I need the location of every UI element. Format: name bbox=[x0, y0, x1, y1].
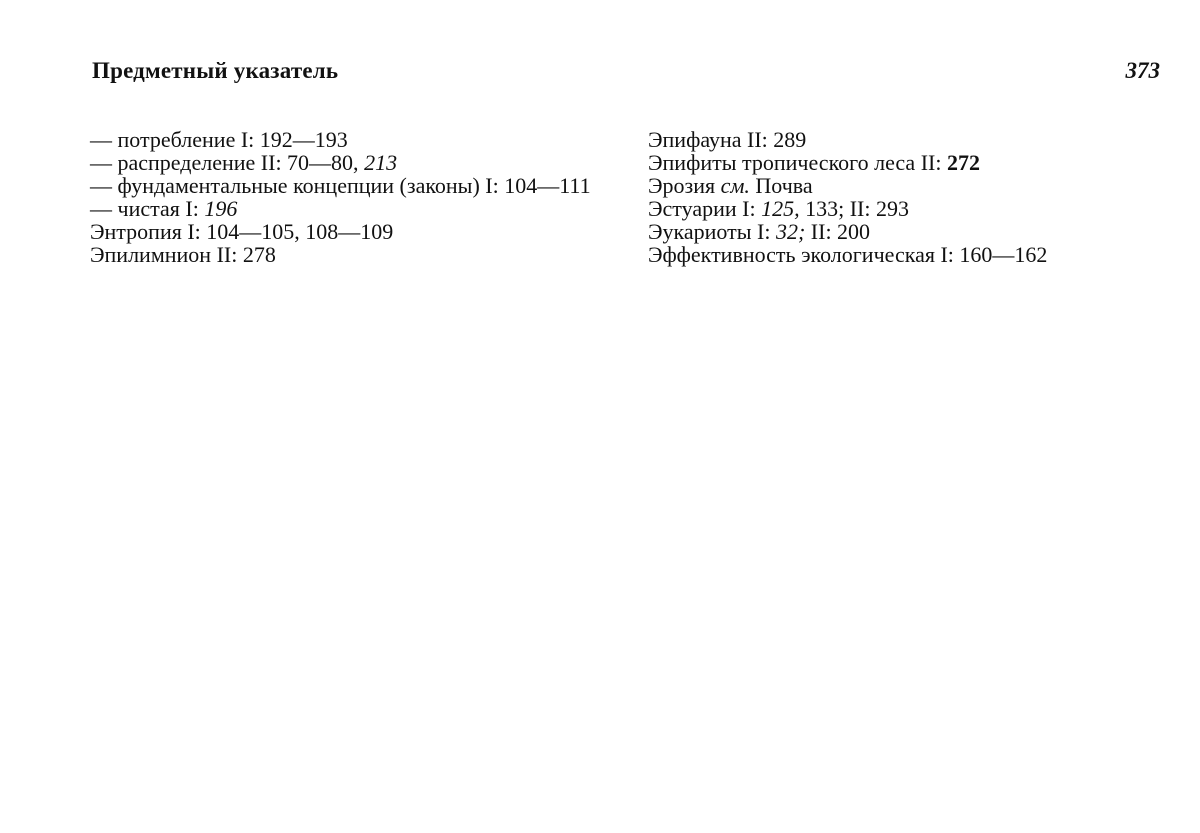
entry-page-italic: 213 bbox=[364, 150, 398, 175]
index-entry: Эпифауна II: 289 bbox=[648, 127, 807, 152]
entry-page-italic: 125, bbox=[761, 196, 800, 221]
entry-text: — чистая I: bbox=[90, 196, 205, 221]
entry-text: — распределение II: 70—80, bbox=[90, 150, 365, 175]
entry-text-tail: 133; II: 293 bbox=[799, 196, 909, 221]
index-entry bbox=[90, 151, 600, 174]
entry-text: Эрозия bbox=[648, 173, 721, 198]
entry-page-italic: 196 bbox=[204, 196, 238, 221]
entry-page-bold: 272 bbox=[946, 150, 980, 175]
index-column-left bbox=[90, 128, 600, 266]
index-entry: Эффективность экологическая I: 160—162 bbox=[648, 242, 1048, 267]
page-number: 373 bbox=[1125, 58, 1160, 83]
index-entry bbox=[648, 151, 1160, 174]
entry-text: Эукариоты I: bbox=[648, 219, 776, 244]
index-entry: Эпилимнион II: 278 bbox=[90, 242, 276, 267]
entry-text: Эпифиты тропического леса II: bbox=[648, 150, 947, 175]
index-entry bbox=[648, 174, 1160, 197]
entry-page-italic: 32; bbox=[775, 219, 806, 244]
entry-text-tail: II: 200 bbox=[805, 219, 871, 244]
running-head-title: Предметный указатель bbox=[92, 58, 339, 83]
entry-text: Эстуарии I: bbox=[648, 196, 762, 221]
index-entry: — потребление I: 192—193 bbox=[90, 127, 348, 152]
index-column-right bbox=[648, 128, 1160, 266]
index-entry bbox=[648, 220, 1160, 243]
entry-crossref-target: Почва bbox=[749, 173, 813, 198]
index-entry: — фундаментальные концепции (законы) I: 104—111 bbox=[90, 173, 591, 198]
index-entry bbox=[648, 197, 1160, 220]
entry-crossref-italic: см. bbox=[720, 173, 750, 198]
index-entry: Энтропия I: 104—105, 108—109 bbox=[90, 219, 394, 244]
index-entry bbox=[90, 197, 600, 220]
